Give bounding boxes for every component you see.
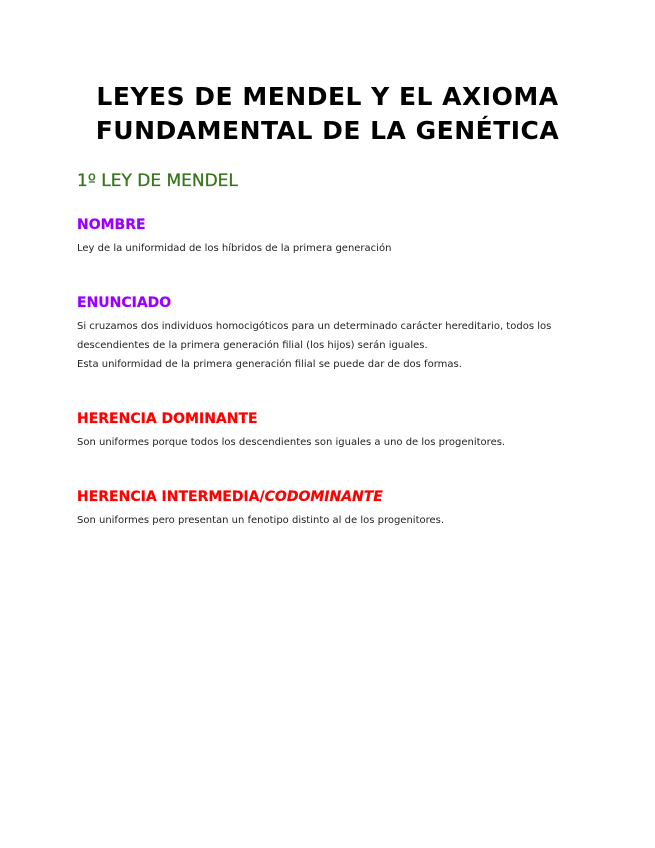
enunciado-line-2: descendientes de la primera generación filial (los hijos) serán iguales. [77, 340, 428, 351]
document-title-line-1: LEYES DE MENDEL Y EL AXIOMA [96, 82, 559, 111]
nombre-text-line: Ley de la uniformidad de los híbridos de la primera generación [77, 243, 392, 254]
nombre-heading: NOMBRE [77, 217, 146, 233]
nombre-text [77, 239, 578, 258]
enunciado-heading: ENUNCIADO [77, 295, 172, 311]
herencia-intermedia-heading-italic: CODOMINANTE [264, 489, 383, 505]
herencia-intermedia-heading-prefix: HERENCIA INTERMEDIA/ [77, 489, 265, 505]
herencia-dominante-heading: HERENCIA DOMINANTE [77, 411, 258, 427]
enunciado-line-1: Si cruzamos dos individuos homocigóticos para un determinado carácter hereditario, todos los [77, 321, 552, 332]
herencia-dominante-text [77, 433, 578, 452]
enunciado-line-3: Esta uniformidad de la primera generación filial se puede dar de dos formas. [77, 359, 462, 370]
section-title: 1º LEY DE MENDEL [77, 171, 238, 191]
document-title [77, 80, 578, 148]
herencia-intermedia-text [77, 511, 578, 530]
herencia-intermedia-line: Son uniformes pero presentan un fenotipo distinto al de los progenitores. [77, 515, 445, 526]
herencia-intermedia-heading [77, 488, 578, 506]
document-title-line-2: FUNDAMENTAL DE LA GENÉTICA [95, 116, 560, 145]
enunciado-text [77, 317, 578, 374]
herencia-dominante-line: Son uniformes porque todos los descendientes son iguales a uno de los progenitores. [77, 437, 506, 448]
